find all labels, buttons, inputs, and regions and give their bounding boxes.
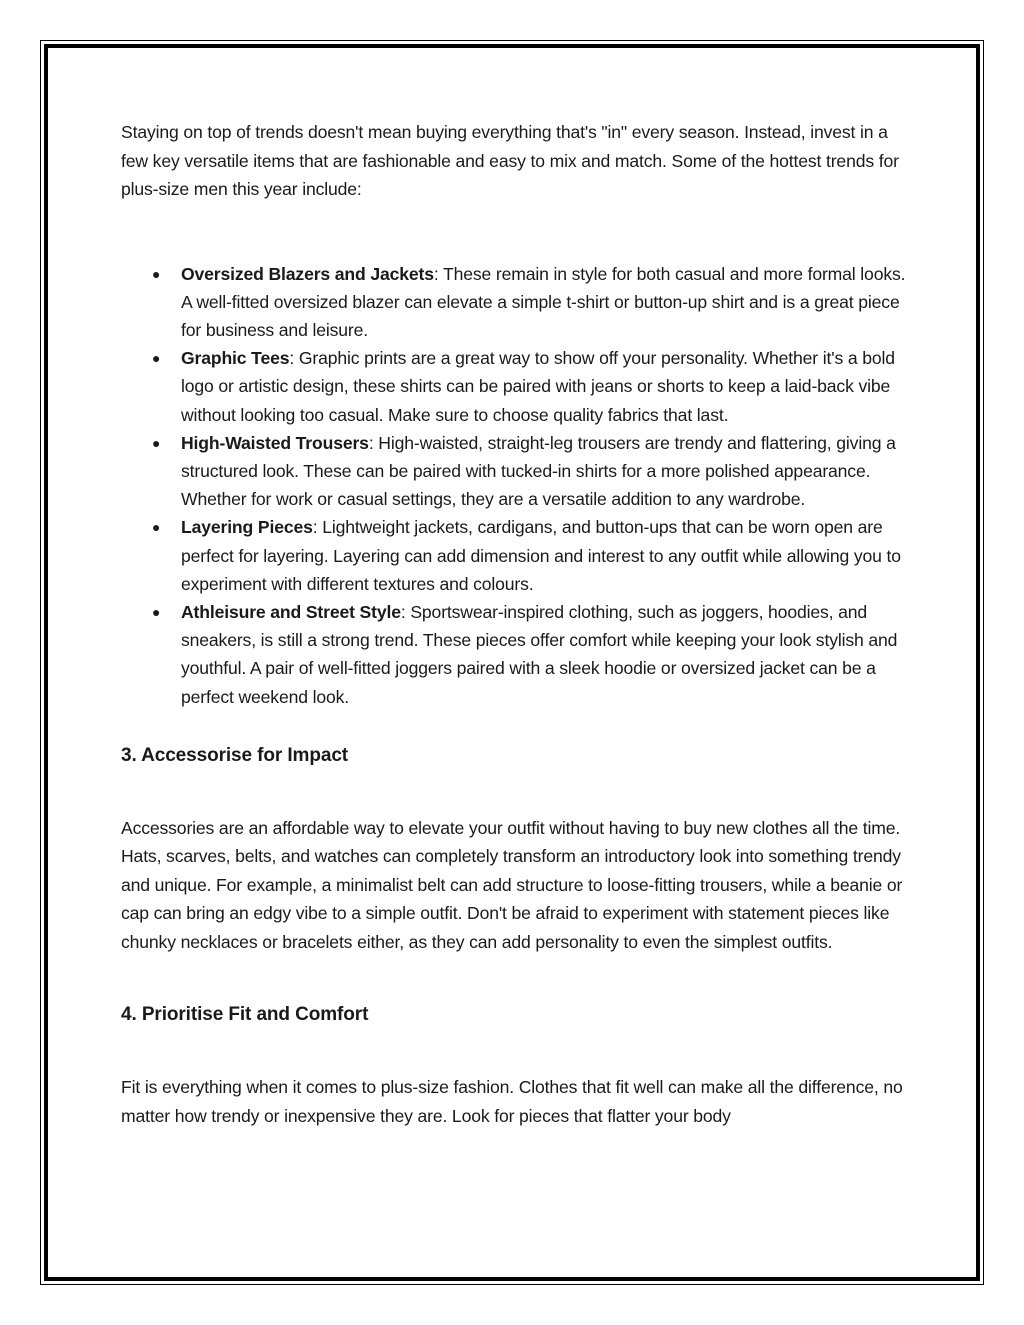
trend-title: Oversized Blazers and Jackets bbox=[181, 263, 434, 284]
bullet-icon: ● bbox=[152, 265, 161, 282]
trend-description: : Graphic prints are a great way to show off your personality. Whether it's a bold logo or artistic design, these shirts can be paired with jeans or shorts to keep a laid-back vibe without looking too casual. Make sure to choose quality fabrics that last. bbox=[181, 348, 895, 425]
trend-description: : High-waisted, straight-leg trousers are trendy and flattering, giving a structured look. These can be paired with tucked-in shirts for a more polished appearance. Whether for work or casual settings, they are a versatile addition to any wardrobe. bbox=[181, 432, 896, 510]
bullet-icon: ● bbox=[152, 434, 161, 451]
intro-paragraph: Staying on top of trends doesn't mean buying everything that's "in" every season. Instead, invest in a few key versatile items that are fashionable and easy to mix and match. Some of the hottest trends for plus-size men this year include: bbox=[121, 122, 899, 199]
trend-title: High-Waisted Trousers bbox=[181, 432, 369, 453]
trend-title: Athleisure and Street Style bbox=[181, 601, 401, 622]
accessorise-paragraph: Accessories are an affordable way to elevate your outfit without having to buy new clothes all the time. Hats, scarves, belts, and watches can completely transform an introductory look into something trendy and unique. For example, a minimalist belt can add structure to loose-fitting trousers, while a beanie or cap can bring an edgy vibe to a simple outfit. Don't be afraid to experiment with statement pieces like chunky necklaces or bracelets either, as they can add personality to even the simplest outfits. bbox=[121, 817, 903, 952]
list-item bbox=[121, 513, 911, 598]
bullet-icon: ● bbox=[152, 603, 161, 620]
list-item bbox=[121, 429, 911, 514]
trend-description: : Lightweight jackets, cardigans, and button-ups that can be worn open are perfect for layering. Layering can add dimension and interest to any outfit while allowing you to experiment with different textures and colours. bbox=[181, 517, 901, 594]
fit-paragraph: Fit is everything when it comes to plus-size fashion. Clothes that fit well can make all the difference, no matter how trendy or inexpensive they are. Look for pieces that flatter your body bbox=[121, 1077, 903, 1126]
trend-title: Layering Pieces bbox=[181, 517, 313, 538]
trend-list bbox=[121, 260, 911, 711]
list-item bbox=[121, 260, 911, 345]
bullet-icon: ● bbox=[152, 350, 161, 367]
list-item bbox=[121, 598, 911, 711]
trend-description: : Sportswear-inspired clothing, such as joggers, hoodies, and sneakers, is still a strong trend. These pieces offer comfort while keeping your look stylish and youthful. A pair of well-fitted joggers paired with a sleek hoodie or oversized jacket can be a perfect weekend look. bbox=[181, 601, 898, 707]
section-heading-fit: 4. Prioritise Fit and Comfort bbox=[121, 1004, 369, 1026]
bullet-icon: ● bbox=[152, 519, 161, 536]
section-heading-accessorise: 3. Accessorise for Impact bbox=[121, 744, 349, 766]
trend-title: Graphic Tees bbox=[181, 348, 290, 369]
trend-description: : These remain in style for both casual and more formal looks. A well-fitted oversized blazer can elevate a simple t-shirt or button-up shirt and is a great piece for business and leisure. bbox=[181, 263, 906, 340]
document-body bbox=[121, 118, 911, 1130]
list-item bbox=[121, 344, 911, 429]
